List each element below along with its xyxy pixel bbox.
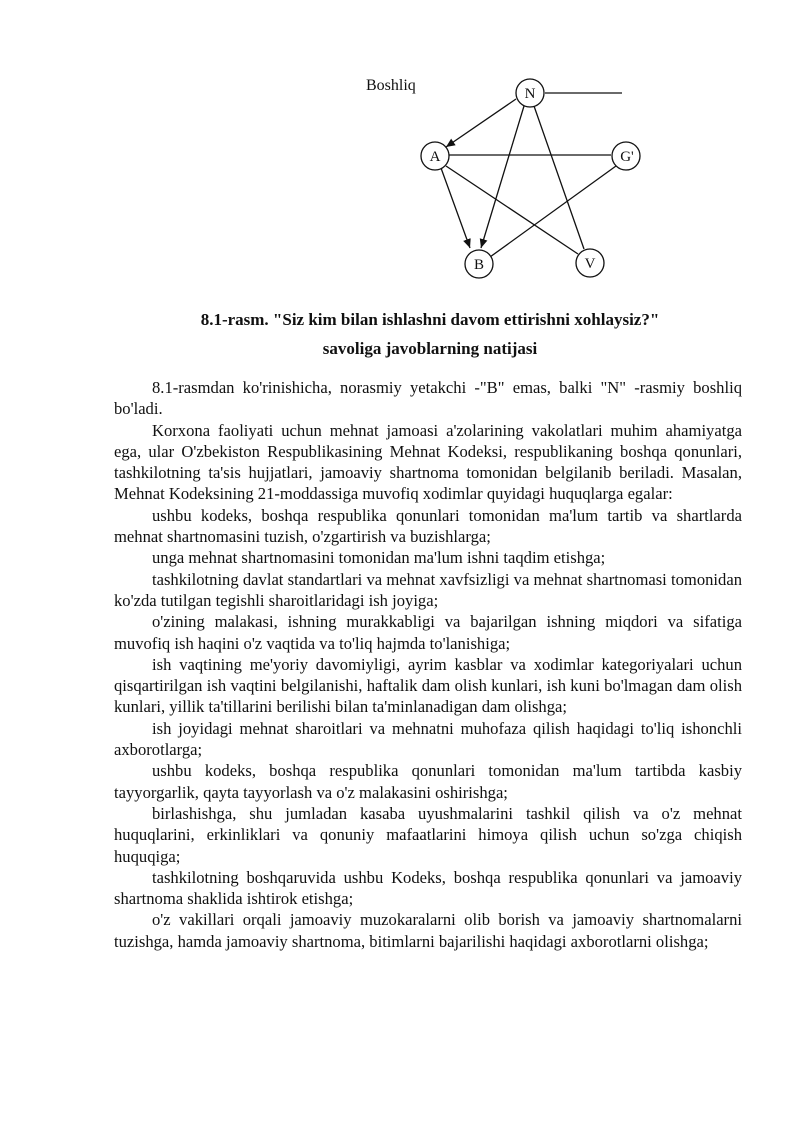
paragraph: o'z vakillari orqali jamoaviy muzokaralarni olib borish va jamoaviy shartnomalarni tuzishga, hamda jamoaviy shartnoma, bitimlarni bajarilishi haqidagi axborotlarni olishga;: [114, 910, 742, 951]
edge-n-to-a: [446, 99, 516, 147]
paragraph: ish vaqtining me'yoriy davomiyligi, ayrim kasblar va xodimlar kategoriyalari uchun qisqartirilgan ish vaqtini belgilanishi, haftalik dam olish kunlari, ish kuni bo'lmagan dam olish kunlari, yillik ta'tillarini berilishi bilan ta'minlanadigan dam olishga;: [114, 654, 742, 717]
node-b-label: B: [473, 257, 485, 273]
paragraph: ushbu kodeks, boshqa respublika qonunlari tomonidan ma'lum tartibda kasbiy tayyorgarlik, qayta tayyorlash va o'z malakasini oshirishga;: [114, 761, 742, 802]
boss-label: Boshliq: [366, 77, 416, 94]
figure-caption-line2: savoliga javoblarning natijasi: [322, 339, 538, 358]
paragraph: Korxona faoliyati uchun mehnat jamoasi a'zolarining vakolatlari muhim ahamiyatga ega, ular O'zbekiston Respublikasining Mehnat Kodeksi, respublikaning boshqa qonunlari, tashkilotning ta'sis hujjatlari, jamoaviy shartnoma tomonidan belgilanib beriladi. Masalan, Mehnat Kodeksining 21-moddassiga muvofiq xodimlar quyidagi huquqlarga egalar:: [114, 420, 742, 504]
figure-caption-line1: 8.1-rasm. "Siz kim bilan ishlashni davom ettirishni xohlaysiz?": [200, 310, 660, 329]
edge-n-to-b: [481, 106, 524, 248]
edge-a-to-b: [441, 168, 470, 248]
node-n-label: N: [524, 86, 536, 102]
paragraph: birlashishga, shu jumladan kasaba uyushmalarini tashkil qilish va o'z mehnat huquqlarini, erkinliklari va qonuniy mafaatlarini himoya qilish uchun so'zga chiqish huquqiga;: [114, 803, 742, 866]
body-text: [114, 377, 742, 952]
node-a-label: A: [429, 149, 441, 165]
paragraph: 8.1-rasmdan ko'rinishicha, norasmiy yetakchi -"B" emas, balki "N" -rasmiy boshliq bo'ladi.: [114, 378, 742, 419]
paragraph: tashkilotning boshqaruvida ushbu Kodeks, boshqa respublika qonunlari va jamoaviy shartnoma shaklida ishtirok etishga;: [114, 867, 742, 909]
edge-n-to-v: [534, 106, 584, 249]
paragraph: ushbu kodeks, boshqa respublika qonunlari tomonidan ma'lum tartib va shartlarda mehnat shartnomasini tuzish, o'zgartirish va buzishlarga;: [114, 505, 742, 547]
node-g-label: G': [620, 149, 634, 165]
paragraph: unga mehnat shartnomasini tomonidan ma'lum ishni taqdim etishga;: [152, 548, 606, 568]
paragraph: ish joyidagi mehnat sharoitlari va mehnatni muhofaza qilish haqidagi to'liq ishonchli axborotlarga;: [114, 718, 742, 760]
paragraph: o'zining malakasi, ishning murakkabligi va bajarilgan ishning miqdori va sifatiga muvofiq ish haqini o'z vaqtida va to'liq hajmda to'lanishiga;: [114, 612, 742, 653]
paragraph: tashkilotning davlat standartlari va mehnat xavfsizligi va mehnat shartnomasi tomonidan ko'zda tutilgan tegishli sharoitlaridagi ish joyiga;: [114, 569, 742, 610]
node-v-label: V: [584, 256, 596, 272]
edge-g-to-b: [490, 166, 616, 257]
relationship-diagram: [0, 0, 800, 300]
